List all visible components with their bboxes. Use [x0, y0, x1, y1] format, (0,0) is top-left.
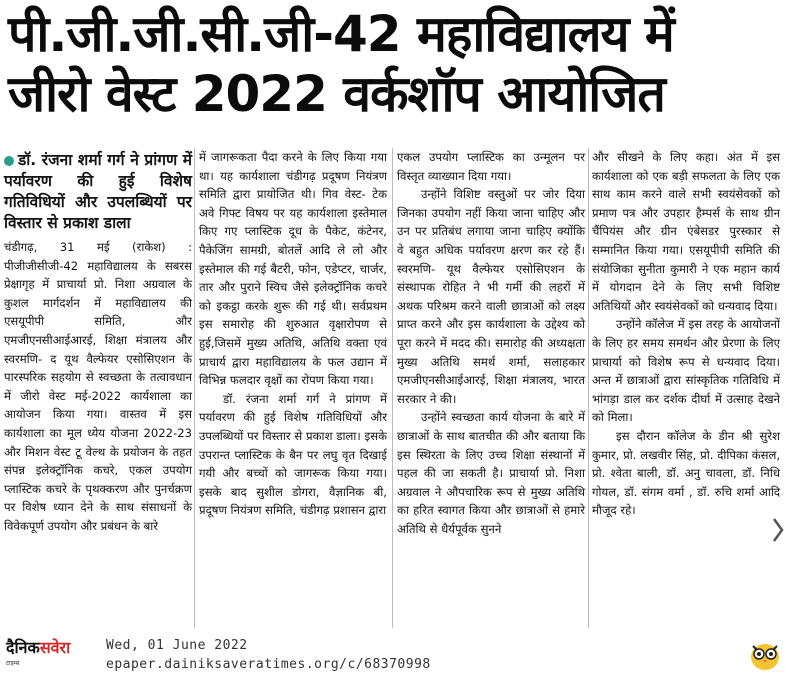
subheading [4, 150, 192, 234]
logo-text-2: सवेरा [39, 638, 71, 657]
column-3-paragraph-3: उन्होंने स्वच्छता कार्य योजना के बारे में छात्राओं के साथ बातचीत की और बताया कि इस स्थिरता के लिए उच्च शिक्षा संस्थानों में पहल की जा सकती है। प्राचार्या प्रो. निशा अग्रवाल ने औपचारिक रूप से मुख्य अतिथि का हरित स्वागत किया और छात्राओं से हमारे अतिथि से धैर्यपूर्वक सुनने [397, 410, 585, 536]
epaper-url[interactable]: epaper.dainiksaveratimes.org/c/68370998 [106, 657, 431, 672]
bullet-icon [4, 156, 14, 166]
next-arrow-icon[interactable] [770, 515, 786, 545]
headline-line-2: जीरो वेस्ट 2022 वर्कशॉप आयोजित [8, 65, 665, 123]
headline [8, 4, 778, 124]
column-divider [194, 148, 195, 628]
publication-logo[interactable] [6, 636, 96, 676]
column-divider [588, 148, 589, 628]
logo-text-1: दैनिक [6, 638, 40, 657]
owl-logo-icon [748, 638, 782, 672]
article-column-2 [199, 148, 387, 520]
column-3-paragraph-2: उन्होंने विशिष्ट वस्तुओं पर जोर दिया जिनका उपयोग नहीं किया जाना चाहिए और उन पर प्रतिबंध लगाया जाना चाहिए क्योंकि वे बहुत अधिक पर्यावरण क्षरण कर रहे हैं। स्वरमणि- यूथ वैल्फेयर एसोसिएशन के संस्थापक रोहित ने भी गर्मी की लहरों में अथक परिश्रम करने वाली छात्राओं को लक्ष्य प्राप्त करने और इस कार्यशाला के उद्देश्य को पूरा करने में मदद की। समारोह की अध्यक्षता मुख्य अतिथि समर्थ शर्मा, सलाहकार एमजीएनसीआईआरई, शिक्षा मंत्रालय, भारत सरकार ने की। [397, 187, 585, 406]
column-divider [392, 148, 393, 628]
logo-tag: टाइम्स [6, 660, 20, 667]
column-1-text: चंडीगढ़, 31 मई (राकेश) : पीजीजीसीजी-42 महाविद्यालय के सबरस प्रेक्षागृह में प्राचार्या प्रो. निशा अग्रवाल के कुशल मार्गदर्शन में महाविद्यालय की एसयूपीपी समिति, और एमजीएनसीआईआरई, शिक्षा मंत्रालय और स्वरमणि- द यूथ वैल्फेयर एसोसिएशन के पारस्परिक सहयोग से स्वच्छता के तत्वावधान में जीरो वेस्ट मई-2022 कार्यशाला का आयोजन किया गया। वास्तव में इस कार्यशाला का मूल ध्येय योजना 2022-23 और मिशन वेस्ट टू वेल्थ के प्रयोजन के तहत संपन्न इलेक्ट्रॉनिक कचरे, एकल उपयोग प्लास्टिक कचरे के पृथक्करण और पुनर्चक्रण पर विशेष ध्यान देने के साथ संसाधनों के विवेकपूर्ण उपयोग और प्रबंधन के बारे [4, 240, 192, 533]
column-2-paragraph-1: में जागरूकता पैदा करने के लिए किया गया था। यह कार्यशाला चंडीगढ़ प्रदूषण नियंत्रण समिति द्वारा प्रायोजित थी। गिव वेस्ट- टेक अवे गिफ्ट विषय पर यह कार्यशाला इस्तेमाल किए गए प्लास्टिक दूध के पैकेट, कंटेनर, पैकेजिंग सामग्री, बोतलें आदि ले लो और इस्तेमाल की गई बैटरी, फोन, एडेप्टर, चार्जर, तार और पुराने स्विच जैसे इलेक्ट्रॉनिक कचरे को इकट्ठा करके शुरू की गई थी। सर्वप्रथम इस समारोह की शुरुआत वृक्षारोपण से हुई,जिसमें मुख्य अतिथि, अतिथि वक्ता एवं प्राचार्य द्वारा महाविद्यालय के फल उद्यान में विभिन्न फलदार वृक्षों का रोपण किया गया। [199, 150, 387, 388]
issue-date: Wed, 01 June 2022 [106, 638, 248, 653]
column-3-paragraph-1: एकल उपयोग प्लास्टिक का उन्मूलन पर विस्तृत व्याख्यान दिया गया। [397, 150, 585, 183]
article-column-4 [592, 148, 780, 520]
article-column-1 [4, 150, 192, 536]
headline-line-1: पी.जी.जी.सी.जी-42 महाविद्यालय में [8, 5, 674, 63]
column-4-paragraph-2: उन्होंने कॉलेज में इस तरह के आयोजनों के लिए हर समय समर्थन और प्रेरणा के लिए प्राचार्या को विशेष रूप से धन्यवाद दिया। अन्त में छात्राओं द्वारा सांस्कृतिक गतिविधि में भांगड़ा डाल कर दर्शक दीर्घा में उत्साह देखने को मिला। [592, 317, 780, 425]
article-column-3 [397, 148, 585, 538]
column-4-paragraph-3: इस दौरान कॉलेज के डीन श्री सुरेश कुमार, प्रो. लखवीर सिंह, प्रो. दीपिका कंसल, प्रो. श्वेता बाली, डॉ. अनु चावला, डॉ. निधि गोयल, डॉ. संगम वर्मा , डॉ. रुचि शर्मा आदि मौजूद रहे। [592, 428, 780, 518]
subheading-text: डॉ. रंजना शर्मा गर्ग ने प्रांगण में पर्यावरण की हुई विशेष गतिविधियों और उपलब्धियों पर विस्तार से प्रकाश डाला [4, 151, 192, 232]
column-4-paragraph-1: और सीखने के लिए कहा। अंत में इस कार्यशाला को एक बड़ी सफलता के लिए एक साथ काम करने वाले सभी स्वयंसेवकों को प्रमाण पत्र और उपहार हैम्पर्स के साथ ग्रीन चैंपियंस और ग्रीन एंबेसडर पुरस्कार से सम्मानित किया गया। एसयूपीपी समिति की संयोजिका सुनीता कुमारी ने एक महान कार्य में योगदान देने के लिए सभी विशिष्ट अतिथियों और स्वयंसेवकों को धन्यवाद दिया। [592, 150, 780, 313]
column-2-paragraph-2: डॉ. रंजना शर्मा गर्ग ने प्रांगण में पर्यावरण की हुई विशेष गतिविधियों और उपलब्धियों पर विस्तार से प्रकाश डाला। इसके उपरान्त प्लास्टिक के बैन पर लघु वृत दिखाई गयी और बच्चों को जागरूक किया गया। इसके बाद सुशील डोगरा, वैज्ञानिक बी, प्रदूषण नियंत्रण समिति, चंडीगढ़ प्रशासन द्वारा [199, 391, 387, 518]
